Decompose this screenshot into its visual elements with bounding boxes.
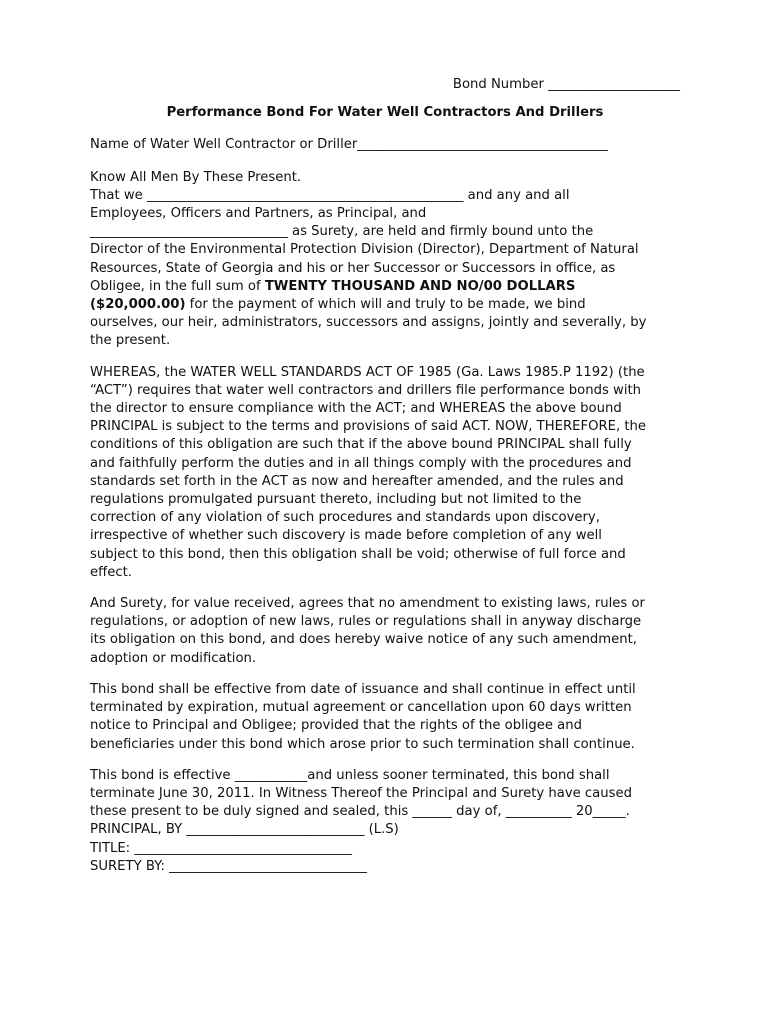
principal-signature-line: PRINCIPAL, BY ___________________________ (L.S) xyxy=(90,822,399,838)
effective-paragraph xyxy=(90,681,680,754)
effective-line: notice to Principal and Obligee; provided that the rights of the obligee and xyxy=(90,718,582,734)
whereas-line: the director to ensure compliance with the ACT; and WHEREAS the above bound xyxy=(90,401,622,417)
intro-line: Director of the Environmental Protection Division (Director), Department of Natural xyxy=(90,242,639,258)
intro-line: the present. xyxy=(90,333,171,349)
intro-text: Obligee, in the full sum of xyxy=(90,278,265,294)
whereas-line: conditions of this obligation are such that if the above bound PRINCIPAL shall fully xyxy=(90,437,632,453)
intro-line: Know All Men By These Present. xyxy=(90,169,302,185)
effective-line: terminated by expiration, mutual agreement or cancellation upon 60 days written xyxy=(90,700,632,716)
intro-line xyxy=(90,296,680,314)
termination-paragraph xyxy=(90,767,680,822)
termination-line: terminate June 30, 2011. In Witness Thereof the Principal and Surety have caused xyxy=(90,785,632,801)
whereas-paragraph xyxy=(90,364,680,582)
termination-line: This bond is effective ___________and unless sooner terminated, this bond shall xyxy=(90,767,610,783)
termination-line: these present to be duly signed and sealed, this ______ day of, __________ 20_____. xyxy=(90,804,630,820)
intro-line xyxy=(90,278,680,296)
contractor-name-line: Name of Water Well Contractor or Driller______________________________________ xyxy=(90,137,608,153)
whereas-line: correction of any violation of such procedures and standards upon discovery, xyxy=(90,510,600,526)
whereas-line: and faithfully perform the duties and in all things comply with the procedures and xyxy=(90,455,632,471)
effective-line: This bond shall be effective from date of issuance and shall continue in effect until xyxy=(90,681,636,697)
whereas-line: “ACT”) requires that water well contractors and drillers file performance bonds with xyxy=(90,382,642,398)
surety-line: And Surety, for value received, agrees that no amendment to existing laws, rules or xyxy=(90,596,645,612)
intro-line: ______________________________ as Surety, are held and firmly bound unto the xyxy=(90,224,594,240)
whereas-line: regulations promulgated pursuant thereto, including but not limited to the xyxy=(90,492,582,508)
bond-number-field: Bond Number ____________________ xyxy=(452,77,680,92)
intro-text: for the payment of which will and truly to be made, we bind xyxy=(185,297,586,313)
bond-amount-figures: ($20,000.00) xyxy=(90,297,186,313)
whereas-line: subject to this bond, then this obligation shall be void; otherwise of full force and xyxy=(90,546,626,562)
surety-signature-line: SURETY BY: ______________________________ xyxy=(90,858,367,874)
whereas-line: effect. xyxy=(90,564,132,580)
surety-paragraph xyxy=(90,595,680,668)
intro-line: Employees, Officers and Partners, as Principal, and xyxy=(90,206,427,222)
effective-line: beneficiaries under this bond which arose prior to such termination shall continue. xyxy=(90,736,635,752)
whereas-line: irrespective of whether such discovery is made before completion of any well xyxy=(90,528,602,544)
bond-document xyxy=(90,76,680,876)
document-title: Performance Bond For Water Well Contractors And Drillers xyxy=(166,105,604,121)
intro-line: Resources, State of Georgia and his or her Successor or Successors in office, as xyxy=(90,260,616,276)
surety-line: regulations, or adoption of new laws, rules or regulations shall in anyway discharge xyxy=(90,614,642,630)
surety-line: its obligation on this bond, and does hereby waive notice of any such amendment, xyxy=(90,632,637,648)
intro-line: That we ________________________________________________ and any and all xyxy=(90,187,570,203)
surety-line: adoption or modification. xyxy=(90,650,257,666)
whereas-line: standards set forth in the ACT as now and hereafter amended, and the rules and xyxy=(90,473,624,489)
whereas-line: WHEREAS, the WATER WELL STANDARDS ACT OF 1985 (Ga. Laws 1985.P 1192) (the xyxy=(90,364,645,380)
intro-line: ourselves, our heir, administrators, successors and assigns, jointly and severally, by xyxy=(90,315,647,331)
intro-paragraph xyxy=(90,169,680,351)
whereas-line: PRINCIPAL is subject to the terms and provisions of said ACT. NOW, THEREFORE, the xyxy=(90,419,646,435)
title-signature-line: TITLE: _________________________________ xyxy=(90,840,352,856)
bond-amount-words: TWENTY THOUSAND AND NO/00 DOLLARS xyxy=(264,278,576,294)
